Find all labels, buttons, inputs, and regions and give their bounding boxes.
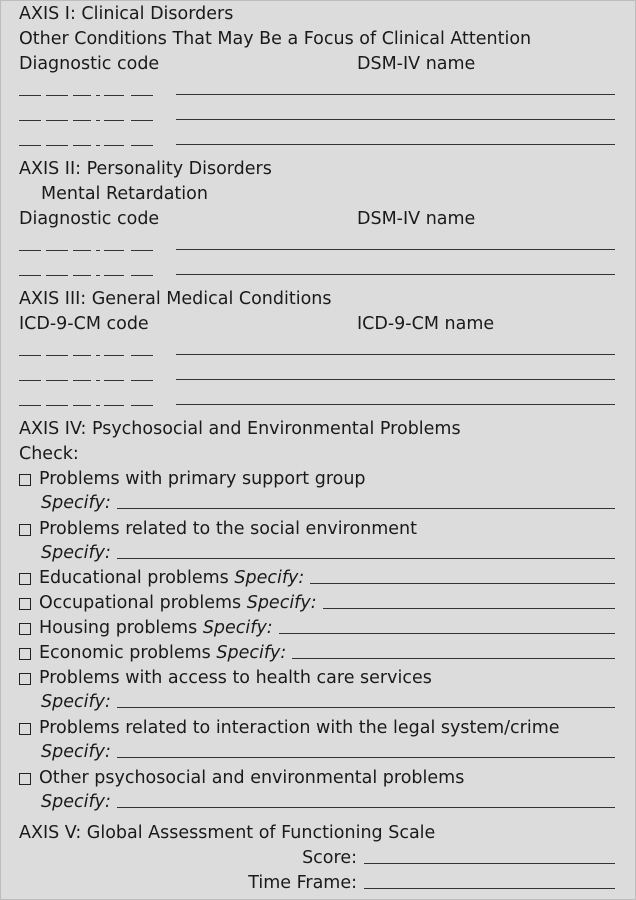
code-segment (19, 355, 41, 356)
code-segment (104, 145, 124, 146)
specify-field[interactable] (117, 756, 615, 758)
specify-row[interactable] (41, 542, 615, 564)
item-label: Occupational problems (39, 593, 242, 613)
time-frame-label: Time Frame: (248, 873, 357, 893)
specify-field[interactable] (117, 507, 615, 509)
axis2-title: AXIS II: Personality Disorders (19, 159, 272, 179)
specify-field[interactable] (117, 806, 615, 808)
axis2-entry-row[interactable] (19, 258, 615, 280)
axis4-item-occupational[interactable] (19, 592, 615, 614)
specify-label: Specify: (41, 493, 111, 513)
time-frame-row[interactable] (19, 872, 615, 894)
checkbox[interactable] (19, 474, 31, 486)
diagnostic-code-field[interactable] (19, 119, 154, 120)
item-label: Other psychosocial and environmental problems (39, 768, 465, 788)
diagnostic-code-field[interactable] (19, 94, 154, 95)
code-segment (73, 275, 91, 276)
code-segment (19, 380, 41, 381)
specify-field[interactable] (323, 607, 615, 609)
code-segment (131, 355, 153, 356)
item-label: Housing problems (39, 618, 198, 638)
specify-field[interactable] (117, 557, 615, 559)
code-segment (73, 145, 91, 146)
code-segment (46, 95, 68, 96)
code-segment (96, 145, 100, 146)
checkbox[interactable] (19, 648, 31, 660)
axis2-name-header: DSM-IV name (357, 209, 476, 229)
specify-row[interactable] (41, 691, 615, 713)
item-label: Problems with access to health care services (39, 668, 432, 688)
item-label: Economic problems (39, 643, 211, 663)
specify-label: Specify: (41, 792, 111, 812)
axis4-item-social-environment[interactable] (19, 518, 615, 540)
dsm-name-field[interactable] (176, 144, 615, 145)
specify-row[interactable] (41, 791, 615, 813)
specify-field[interactable] (292, 657, 615, 659)
icd-name-field[interactable] (176, 354, 615, 355)
specify-label: Specify: (41, 692, 111, 712)
axis4-item-housing[interactable] (19, 617, 615, 639)
code-segment (131, 95, 153, 96)
dsm-name-field[interactable] (176, 249, 615, 250)
axis3-entry-row[interactable] (19, 388, 615, 410)
axis1-entry-row[interactable] (19, 78, 615, 100)
code-segment (131, 380, 153, 381)
axis1-entry-row[interactable] (19, 103, 615, 125)
axis4-item-legal-system[interactable] (19, 717, 615, 739)
icd-code-field[interactable] (19, 404, 154, 405)
specify-label: Specify: (202, 618, 273, 638)
specify-field[interactable] (117, 706, 615, 708)
axis4-item-health-care-access[interactable] (19, 667, 615, 689)
code-segment (73, 95, 91, 96)
code-segment (96, 120, 100, 121)
dsm-name-field[interactable] (176, 274, 615, 275)
code-segment (46, 355, 68, 356)
code-segment (46, 405, 68, 406)
code-segment (19, 250, 41, 251)
checkbox[interactable] (19, 773, 31, 785)
dsm-name-field[interactable] (176, 119, 615, 120)
axis3-entry-row[interactable] (19, 338, 615, 360)
axis4-item-primary-support[interactable] (19, 468, 615, 490)
code-segment (73, 380, 91, 381)
diagnostic-code-field[interactable] (19, 144, 154, 145)
axis2-entry-row[interactable] (19, 233, 615, 255)
item-label: Problems related to interaction with the legal system/crime (39, 718, 560, 738)
axis4-check-label: Check: (19, 444, 79, 464)
code-segment (19, 275, 41, 276)
checkbox[interactable] (19, 623, 31, 635)
specify-field[interactable] (310, 582, 615, 584)
axis3-code-header: ICD-9-CM code (19, 314, 149, 334)
code-segment (19, 120, 41, 121)
code-segment (96, 405, 100, 406)
code-segment (96, 95, 100, 96)
specify-label: Specify: (234, 568, 305, 588)
code-segment (46, 145, 68, 146)
code-segment (131, 145, 153, 146)
code-segment (96, 250, 100, 251)
code-segment (96, 355, 100, 356)
code-segment (104, 355, 124, 356)
axis1-subtitle: Other Conditions That May Be a Focus of Clinical Attention (19, 29, 532, 49)
code-segment (73, 120, 91, 121)
code-segment (104, 250, 124, 251)
axis2-column-headers (19, 208, 615, 230)
checkbox[interactable] (19, 598, 31, 610)
axis3-column-headers (19, 313, 615, 335)
code-segment (104, 380, 124, 381)
axis2-code-header: Diagnostic code (19, 209, 160, 229)
specify-row[interactable] (41, 492, 615, 514)
code-segment (96, 275, 100, 276)
code-segment (19, 95, 41, 96)
code-segment (131, 120, 153, 121)
axis1-code-header: Diagnostic code (19, 54, 160, 74)
specify-label: Specify: (41, 742, 111, 762)
code-segment (73, 405, 91, 406)
score-label: Score: (302, 848, 357, 868)
time-frame-field[interactable] (364, 887, 615, 889)
code-segment (46, 120, 68, 121)
code-segment (46, 275, 68, 276)
code-segment (104, 405, 124, 406)
axis5-title: AXIS V: Global Assessment of Functioning Scale (19, 823, 436, 843)
gaf-score-row[interactable] (19, 847, 615, 869)
item-label: Problems related to the social environment (39, 519, 418, 539)
item-label: Problems with primary support group (39, 469, 366, 489)
axis4-item-other[interactable] (19, 767, 615, 789)
code-segment (19, 145, 41, 146)
item-label: Educational problems (39, 568, 229, 588)
axis3-entry-row[interactable] (19, 363, 615, 385)
specify-label: Specify: (41, 543, 111, 563)
axis2-subtitle: Mental Retardation (41, 184, 208, 204)
specify-field[interactable] (279, 632, 615, 634)
checkbox[interactable] (19, 573, 31, 585)
axis1-entry-row[interactable] (19, 128, 615, 150)
checkbox[interactable] (19, 723, 31, 735)
checkbox[interactable] (19, 673, 31, 685)
code-segment (131, 275, 153, 276)
code-segment (73, 355, 91, 356)
axis4-item-educational[interactable] (19, 567, 615, 589)
axis4-item-economic[interactable] (19, 642, 615, 664)
score-field[interactable] (364, 862, 615, 864)
code-segment (46, 250, 68, 251)
axis1-column-headers (19, 53, 615, 75)
code-segment (104, 95, 124, 96)
icd-code-field[interactable] (19, 354, 154, 355)
specify-row[interactable] (41, 741, 615, 763)
axis1-name-header: DSM-IV name (357, 54, 476, 74)
dsm-name-field[interactable] (176, 94, 615, 95)
code-segment (131, 405, 153, 406)
diagnostic-code-field[interactable] (19, 274, 154, 275)
code-segment (73, 250, 91, 251)
code-segment (46, 380, 68, 381)
checkbox[interactable] (19, 524, 31, 536)
axis3-name-header: ICD-9-CM name (357, 314, 495, 334)
specify-label: Specify: (216, 643, 287, 663)
icd-code-field[interactable] (19, 379, 154, 380)
icd-name-field[interactable] (176, 379, 615, 380)
axis3-title: AXIS III: General Medical Conditions (19, 289, 332, 309)
code-segment (131, 250, 153, 251)
code-segment (96, 380, 100, 381)
specify-label: Specify: (246, 593, 317, 613)
code-segment (19, 405, 41, 406)
axis1-title: AXIS I: Clinical Disorders (19, 4, 234, 24)
axis4-title: AXIS IV: Psychosocial and Environmental Problems (19, 419, 461, 439)
diagnostic-code-field[interactable] (19, 249, 154, 250)
icd-name-field[interactable] (176, 404, 615, 405)
code-segment (104, 120, 124, 121)
code-segment (104, 275, 124, 276)
